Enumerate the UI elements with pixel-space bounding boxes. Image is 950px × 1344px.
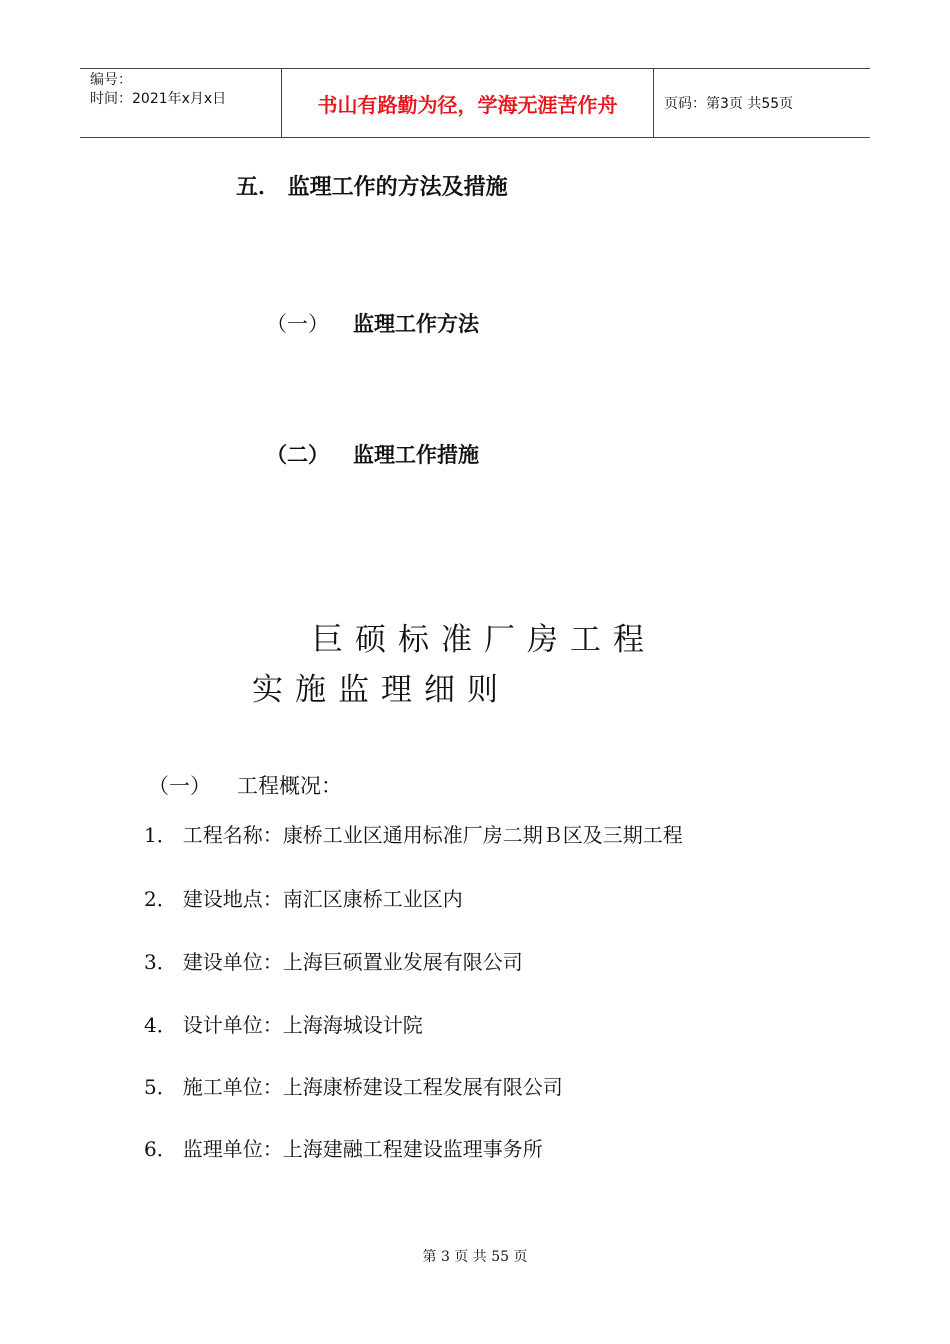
list-item — [144, 883, 463, 912]
item-text: 监理单位：上海建融工程建设监理事务所 — [182, 1137, 543, 1161]
item-text: 建设地点：南汇区康桥工业区内 — [182, 887, 463, 911]
list-item — [144, 1071, 563, 1100]
subsection-measures — [266, 439, 479, 469]
overview-number: （一） — [148, 774, 211, 798]
subsection-number: （二） — [266, 443, 329, 467]
list-item — [144, 1133, 543, 1162]
time-label: 时间：2021年x月x日 — [90, 91, 227, 107]
subsection-number: （一） — [266, 312, 329, 336]
serial-label: 编号： — [90, 72, 132, 88]
header-meta — [80, 69, 282, 137]
item-text: 施工单位：上海康桥建设工程发展有限公司 — [182, 1075, 563, 1099]
page-header — [80, 68, 870, 138]
document-title-line1: 巨硕标准厂房工程 — [312, 622, 656, 658]
item-number: 5． — [144, 1075, 177, 1099]
item-number: 1． — [144, 823, 177, 847]
subsection-label: 监理工作方法 — [353, 312, 479, 336]
subsection-methods — [266, 308, 479, 338]
header-page-info: 页码：第3页 共55页 — [664, 96, 794, 112]
list-item — [144, 946, 523, 975]
item-text: 建设单位：上海巨硕置业发展有限公司 — [182, 950, 523, 974]
page-footer: 第 3 页 共 55 页 — [422, 1249, 528, 1265]
document-title-line2: 实施监理细则 — [252, 672, 510, 708]
item-number: 6． — [144, 1137, 177, 1161]
item-text: 设计单位：上海海城设计院 — [182, 1013, 423, 1037]
overview-label: 工程概况： — [237, 774, 342, 798]
header-motto: 书山有路勤为径，学海无涯苦作舟 — [282, 69, 654, 137]
subsection-label: 监理工作措施 — [353, 443, 479, 467]
item-number: 2． — [144, 887, 177, 911]
section-title: 五． 监理工作的方法及措施 — [236, 175, 508, 200]
overview-heading — [148, 770, 342, 800]
item-text: 工程名称：康桥工业区通用标准厂房二期Ｂ区及三期工程 — [182, 823, 683, 847]
item-number: 3． — [144, 950, 177, 974]
list-item — [144, 819, 683, 848]
item-number: 4． — [144, 1013, 177, 1037]
list-item — [144, 1009, 423, 1038]
